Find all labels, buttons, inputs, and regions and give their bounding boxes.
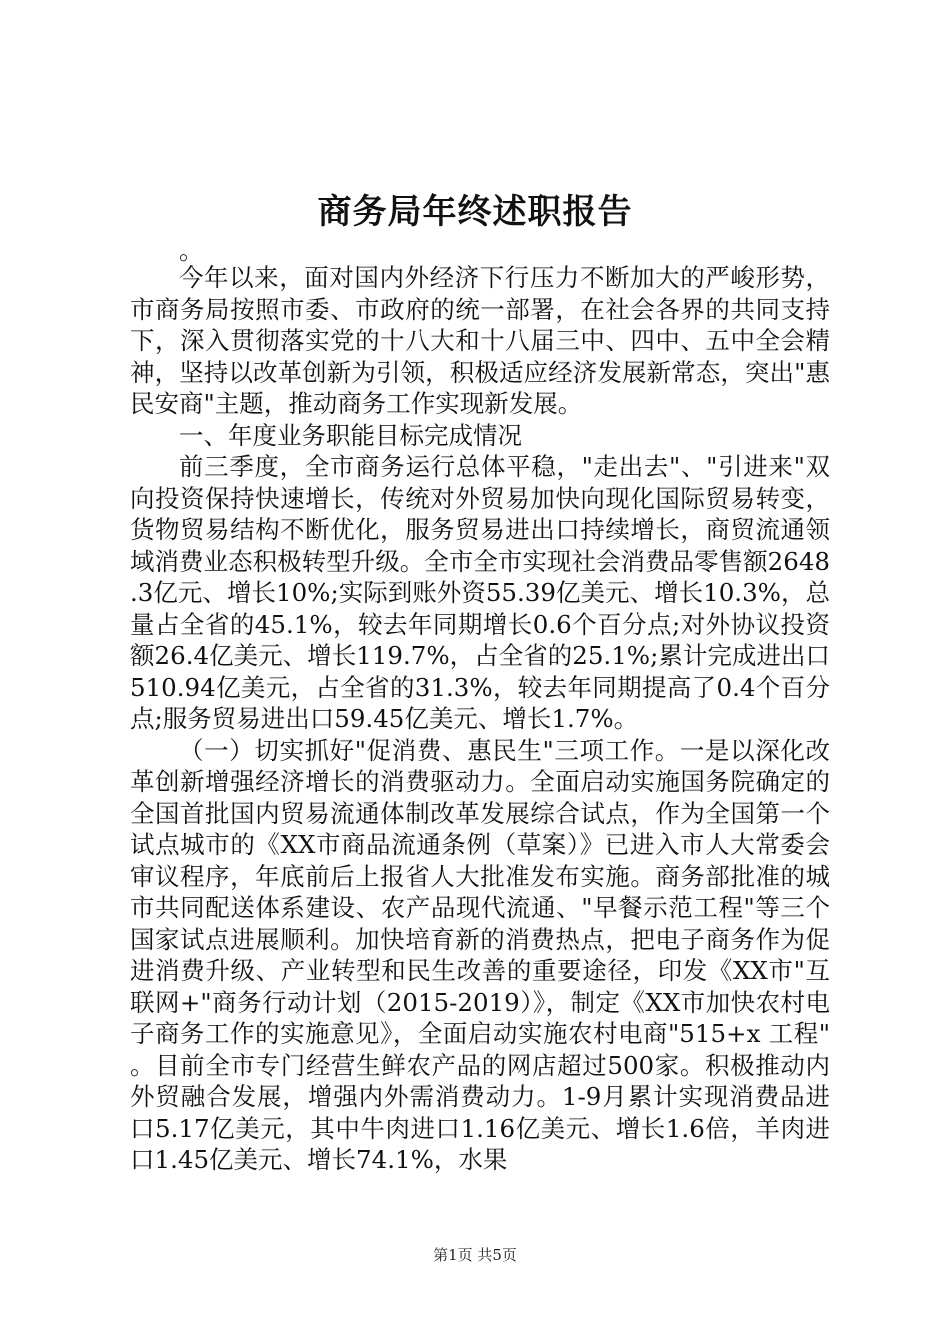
page-footer: 第1页 共5页: [433, 1246, 517, 1264]
section-heading: 一、年度业务职能目标完成情况: [179, 420, 522, 450]
paragraph-mark: 。: [179, 236, 204, 265]
paragraph-consumption: （一）切实抓好"促消费、惠民生"三项工作。一是以深化改革创新增强经济增长的消费驱动力。全面启动实施国务院确定的全国首批国内贸易流通体制改革发展综合试点，作为全国第一个试点城市的《XX市商品流通条例（草案）》已进入市人大常委会审议程序，年底前后上报省人大批准发布实施。商务部批准的城市共同配送体系建设、农产品现代流通、"早餐示范工程"等三个国家试点进展顺利。加快培育新的消费热点，把电子商务作为促进消费升级、产业转型和民生改善的重要途径，印发《XX市"互联网+"商务行动计划（2015-2019）》，制定《XX市加快农村电子商务工作的实施意见》，全面启动实施农村电商"515+x 工程"。目前全市专门经营生鲜农产品的网店超过500家。积极推动内外贸融合发展，增强内外需消费动力。1-9月累计实现消费品进口5.17亿美元，其中牛肉进口1.16亿美元、增长1.6倍，羊肉进口1.45亿美元、增长74.1%，水果: [130, 735, 830, 1174]
paragraph-summary: 前三季度，全市商务运行总体平稳，"走出去"、"引进来"双向投资保持快速增长，传统对外贸易加快向现化国际贸易转变，货物贸易结构不断优化，服务贸易进出口持续增长，商贸流通领域消费业态积极转型升级。全市全市实现社会消费品零售额2648.3亿元、增长10%;实际到账外资55.39亿美元、增长10.3%，总量占全省的45.1%，较去年同期增长0.6个百分点;对外协议投资额26.4亿美元、增长119.7%，占全省的25.1%;累计完成进出口510.94亿美元，占全省的31.3%，较去年同期提高了0.4个百分点;服务贸易进出口59.45亿美元、增长1.7%。: [130, 452, 830, 733]
paragraph-intro: 今年以来，面对国内外经济下行压力不断加大的严峻形势，市商务局按照市委、市政府的统一部署，在社会各界的共同支持下，深入贯彻落实党的十八大和十八届三中、四中、五中全会精神，坚持以改革创新为引领，积极适应经济发展新常态，突出"惠民安商"主题，推动商务工作实现新发展。: [130, 263, 830, 418]
document-body: [130, 236, 830, 1176]
document-title: 商务局年终述职报告: [317, 192, 633, 232]
